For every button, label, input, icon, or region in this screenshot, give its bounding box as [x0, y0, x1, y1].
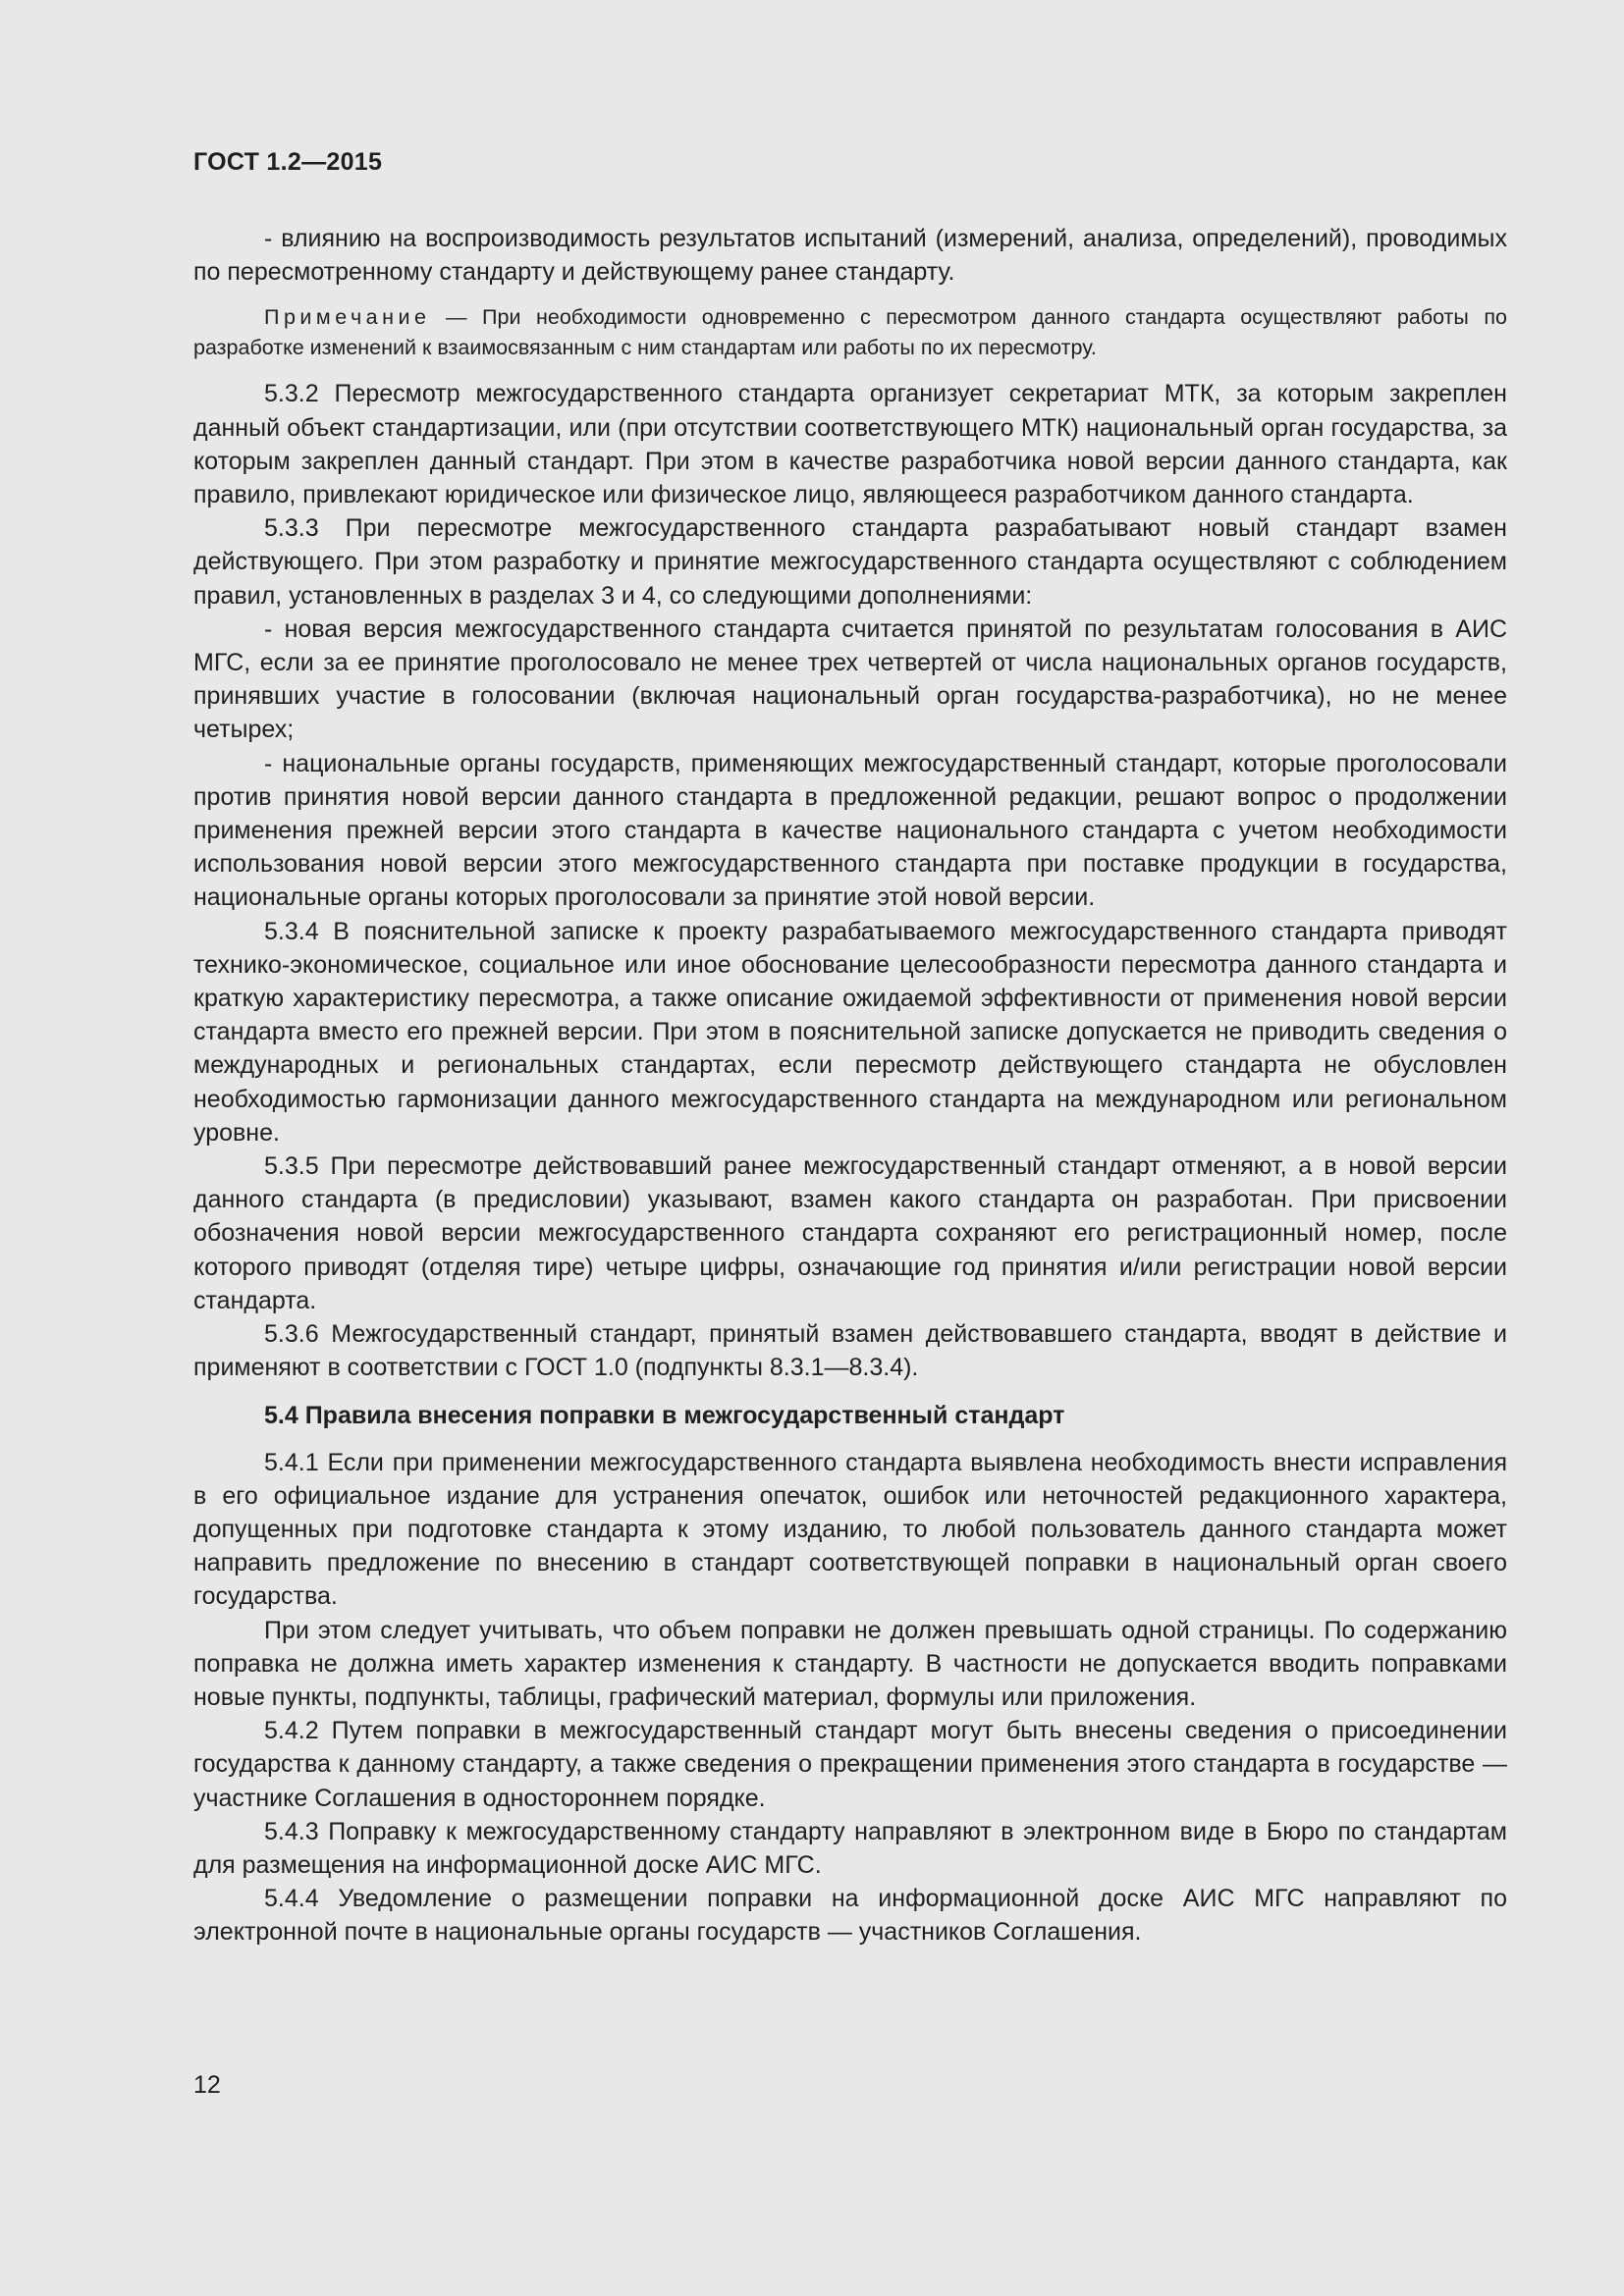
- note-label: Примечание: [264, 305, 431, 330]
- page-number: 12: [193, 2071, 221, 2099]
- document-body: [193, 222, 1507, 1949]
- document-header: ГОСТ 1.2—2015: [193, 148, 383, 176]
- paragraph-5-3-2: 5.3.2 Пересмотр межгосударственного стандарта организует секретариат МТК, за которым закреплен данный объект стандартизации, или (при отсутствии соответствующего МТК) национальный орган государства, за которым закреплен данный стандарт. При этом в качестве разработчика новой версии данного стандарта, как правило, привлекают юридическое или физическое лицо, являющееся разработчиком данного стандарта.: [193, 380, 1507, 509]
- paragraph-5-3-6: 5.3.6 Межгосударственный стандарт, принятый взамен действовавшего стандарта, вводят в действие и применяют в соответствии с ГОСТ 1.0 (подпункты 8.3.1—8.3.4).: [193, 1320, 1507, 1382]
- paragraph-5-4-3: 5.4.3 Поправку к межгосударственному стандарту направляют в электронном виде в Бюро по стандартам для размещения на информационной доске АИС МГС.: [193, 1817, 1507, 1879]
- paragraph-5-3-3-item-b: - национальные органы государств, применяющих межгосударственный стандарт, которые проголосовали против принятия новой версии данного стандарта в предложенной редакции, решают вопрос о продолжении применения прежней версии этого стандарта в качестве национального стандарта с учетом необходимости использования новой версии этого межгосударственного стандарта при поставке продукции в государства, национальные органы которых проголосовали за принятие этой новой версии.: [193, 749, 1507, 912]
- paragraph-5-3-5: 5.3.5 При пересмотре действовавший ранее межгосударственный стандарт отменяют, а в новой версии данного стандарта (в предисловии) указывают, взамен какого стандарта он разработан. При присвоении обозначения новой версии межгосударственного стандарта сохраняют его регистрационный номер, после которого приводят (отделяя тире) четыре цифры, означающие год принятия и/или регистрации новой версии стандарта.: [193, 1152, 1507, 1314]
- paragraph-5-4-2: 5.4.2 Путем поправки в межгосударственный стандарт могут быть внесены сведения о присоединении государства к данному стандарту, а также сведения о прекращении применения этого стандарта в государстве — участнике Соглашения в одностороннем порядке.: [193, 1717, 1507, 1812]
- note-paragraph: [193, 302, 1507, 363]
- paragraph-reproducibility: - влиянию на воспроизводимость результатов испытаний (измерений, анализа, определений), проводимых по пересмотренному стандарту и действующему ранее стандарту.: [193, 225, 1507, 287]
- note-text: — При необходимости одновременно с пересмотром данного стандарта осуществляют работы по разработке изменений к взаимосвязанным с ним стандартам или работы по их пересмотру.: [193, 305, 1507, 360]
- paragraph-5-4-1: 5.4.1 Если при применении межгосударственного стандарта выявлена необходимость внести исправления в его официальное издание для устранения опечаток, ошибок или неточностей редакционного характера, допущенных при подготовке стандарта к этому изданию, то любой пользователь данного стандарта может направить предложение по внесению в стандарт соответствующей поправки в национальный орган своего государства.: [193, 1448, 1507, 1611]
- paragraph-5-4-1-continued: При этом следует учитывать, что объем поправки не должен превышать одной страницы. По содержанию поправка не должна иметь характер изменения к стандарту. В частности не допускается вводить поправками новые пункты, подпункты, таблицы, графический материал, формулы или приложения.: [193, 1616, 1507, 1711]
- paragraph-5-3-3: 5.3.3 При пересмотре межгосударственного стандарта разрабатывают новый стандарт взамен действующего. При этом разработку и принятие межгосударственного стандарта осуществляют с соблюдением правил, установленных в разделах 3 и 4, со следующими дополнениями:: [193, 514, 1507, 610]
- paragraph-5-3-4: 5.3.4 В пояснительной записке к проекту разрабатываемого межгосударственного стандарта приводят технико-экономическое, социальное или иное обоснование целесообразности пересмотра данного стандарта и краткую характеристику пересмотра, а также описание ожидаемой эффективности от применения новой версии стандарта вместо его прежней версии. При этом в пояснительной записке допускается не приводить сведения о международных и региональных стандартах, если пересмотр действующего стандарта не обусловлен необходимостью гармонизации данного межгосударственного стандарта на международном или региональном уровне.: [193, 917, 1507, 1147]
- paragraph-5-4-4: 5.4.4 Уведомление о размещении поправки на информационной доске АИС МГС направляют по электронной почте в национальные органы государств — участников Соглашения.: [193, 1885, 1507, 1947]
- section-heading-5-4: 5.4 Правила внесения поправки в межгосударственный стандарт: [264, 1401, 1065, 1429]
- paragraph-5-3-3-item-a: - новая версия межгосударственного стандарта считается принятой по результатам голосования в АИС МГС, если за ее принятие проголосовало не менее трех четвертей от числа национальных органов государств, принявших участие в голосовании (включая национальный орган государства-разработчика), но не менее четырех;: [193, 614, 1507, 744]
